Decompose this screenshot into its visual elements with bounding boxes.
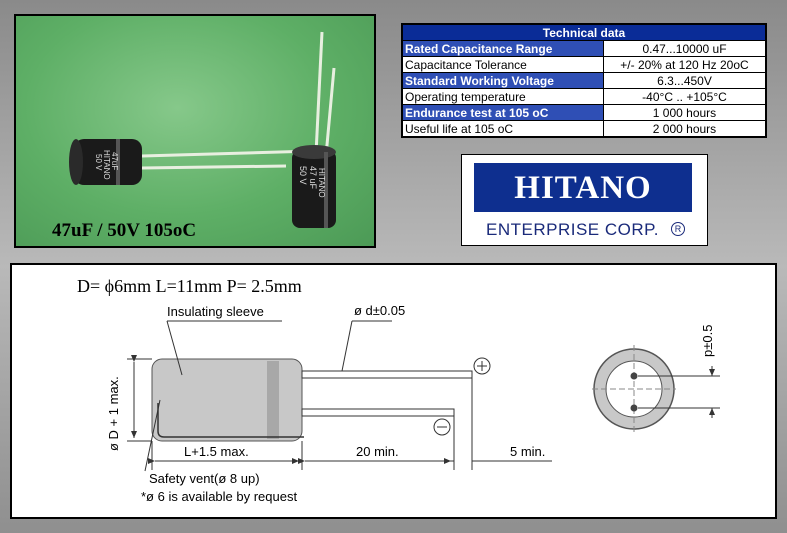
label-safety-vent: Safety vent(ø 8 up) [149, 471, 260, 486]
hitano-logo [461, 154, 708, 246]
row-value: 6.3...450V [604, 73, 766, 89]
dimension-drawing [10, 263, 777, 519]
row-label: Operating temperature [403, 89, 604, 105]
capacitor-dimension-diagram [12, 265, 775, 517]
row-label: Capacitance Tolerance [403, 57, 604, 73]
lead-leader [342, 321, 352, 371]
positive-lead [302, 371, 472, 378]
product-photo [14, 14, 376, 248]
table-row [403, 41, 765, 57]
row-value: -40°C .. +105°C [604, 89, 766, 105]
label-length: L+1.5 max. [184, 444, 249, 459]
row-value: 1 000 hours [604, 105, 766, 121]
table-row [403, 89, 765, 105]
cap2-marking-3: HITANO [317, 168, 326, 198]
capacitor-end-view [592, 345, 676, 433]
row-label: Standard Working Voltage [403, 73, 604, 89]
label-pitch: p±0.5 [700, 324, 715, 357]
table-row [403, 105, 765, 121]
table-row [403, 121, 765, 137]
cap1-marking-1: 50 V [94, 154, 103, 171]
technical-data-table [401, 23, 767, 138]
row-label: Useful life at 105 oC [403, 121, 604, 137]
row-value: 0.47...10000 uF [604, 41, 766, 57]
row-label: Endurance test at 105 oC [403, 105, 604, 121]
row-value: +/- 20% at 120 Hz 20oC [604, 57, 766, 73]
logo-name: HITANO [514, 170, 652, 206]
label-availability-note: *ø 6 is available by request [141, 489, 298, 504]
technical-data-title: Technical data [403, 25, 765, 41]
table-row [403, 57, 765, 73]
table-row [403, 73, 765, 89]
cap2-marking-2: 47 uF [308, 166, 318, 190]
photo-caption: 47uF / 50V 105oC [52, 220, 197, 241]
row-label: Rated Capacitance Range [403, 41, 604, 57]
negative-lead [302, 409, 454, 416]
cap2-marking-1: 50 V [298, 166, 308, 185]
capacitor-body-side [152, 359, 304, 441]
cap1-marking-2: HITANO [102, 150, 111, 180]
cap1-marking-3: 47uF [110, 152, 119, 171]
label-lead-spacing: 5 min. [510, 444, 546, 459]
label-insulating-sleeve: Insulating sleeve [167, 304, 264, 319]
label-lead-length: 20 min. [356, 444, 399, 459]
logo-band [474, 163, 692, 212]
registered-mark: R [671, 222, 685, 236]
capacitor-photo-illustration [16, 16, 374, 246]
label-body-diameter: ø D + 1 max. [106, 376, 121, 451]
row-value: 2 000 hours [604, 121, 766, 137]
label-lead-diameter: ø d±0.05 [354, 303, 406, 318]
dimension-title: D= ϕ6mm L=11mm P= 2.5mm [77, 276, 302, 296]
logo-subtitle: ENTERPRISE CORP. [486, 220, 660, 239]
